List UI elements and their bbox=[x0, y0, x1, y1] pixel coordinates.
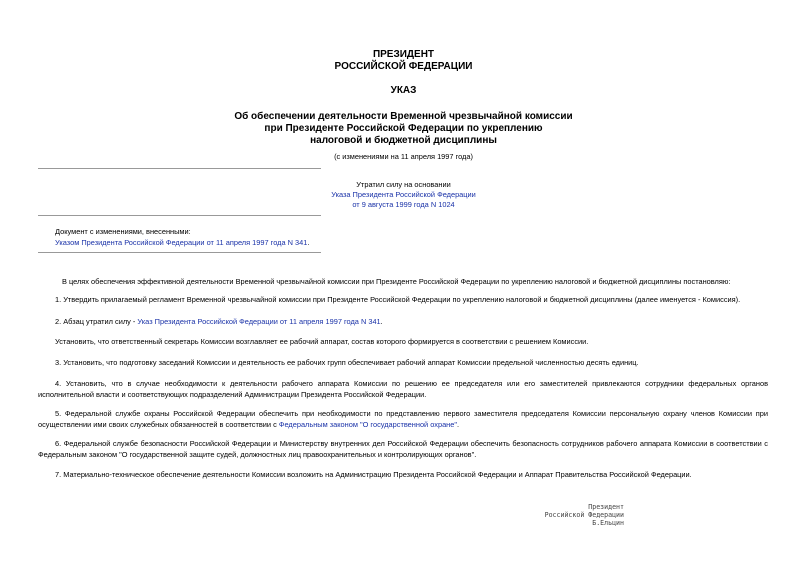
changes-line bbox=[55, 237, 309, 248]
paragraph-3: 3. Установить, что подготовку заседаний Комиссии и деятельность ее рабочих групп обеспечивает рабочий аппарат Комиссии предельной численностью десять единиц. bbox=[55, 358, 639, 367]
paragraph-4: 4. Установить, что в случае необходимости к деятельности рабочего аппарата Комиссии по решению ее председателя или его заместителей привлекаются сотрудники федеральных органов исполнительной власти и соответствующих подразделений Администрации Президента Российской Федерации. bbox=[38, 379, 768, 399]
paragraph-6: 6. Федеральной службе безопасности Российской Федерации и Министерству внутренних дел Российской Федерации обеспечить безопасность сотрудников рабочего аппарата Комиссии в соответствии с Федеральным законом "О государственной защите судей, должностных лиц правоохранительных и контролирующих органов". bbox=[38, 439, 768, 459]
paragraph-7: 7. Материально-техническое обеспечение деятельности Комиссии возложить на Администрацию Президента Российской Федерации и Аппарат Правительства Российской Федерации. bbox=[55, 470, 692, 479]
divider bbox=[38, 252, 321, 253]
signature-name: Б.Ельцин bbox=[592, 519, 624, 527]
paragraph-2-text: 2. Абзац утратил силу - bbox=[55, 317, 138, 326]
paragraph-1: 1. Утвердить прилагаемый регламент Временной чрезвычайной комиссии при Президенте Российской Федерации по укреплению налоговой и бюджетной дисциплины (далее именуется - Комиссия). bbox=[55, 295, 741, 304]
paragraph-5-end: . bbox=[457, 420, 460, 429]
changes-label: Документ с изменениями, внесенными: bbox=[55, 227, 191, 236]
document-type: УКАЗ bbox=[390, 85, 417, 96]
paragraph-5-text: 5. Федеральной службе охраны Российской Федерации обеспечить при необходимости по представлению первого заместителя председателя Комиссии персональную охрану членов Комиссии при осуществлении ими своих служебных обязанностей в соответствии с bbox=[38, 409, 768, 429]
signature-country: Российской Федерации bbox=[544, 511, 624, 519]
changes-link[interactable]: Указом Президента Российской Федерации от 11 апреля 1997 года N 341 bbox=[55, 238, 308, 247]
header-line1: ПРЕЗИДЕНТ bbox=[372, 49, 435, 60]
signature-title: Президент bbox=[588, 503, 624, 511]
header-line2: РОССИЙСКОЙ ФЕДЕРАЦИИ bbox=[334, 61, 473, 72]
paragraph-2-link[interactable]: Указ Президента Российской Федерации от 11 апреля 1997 года N 341 bbox=[137, 317, 381, 326]
repeal-link-decree[interactable]: Указа Президента Российской Федерации bbox=[331, 190, 476, 199]
title-line2: при Президенте Российской Федерации по укреплению bbox=[264, 123, 543, 134]
paragraph-5 bbox=[38, 408, 768, 430]
divider bbox=[38, 168, 321, 169]
paragraph-5-link[interactable]: Федеральным законом "О государственной охране" bbox=[278, 420, 457, 429]
paragraph-2 bbox=[55, 316, 383, 327]
repeal-text: Утратил силу на основании bbox=[356, 180, 451, 189]
title-line3: налоговой и бюджетной дисциплины bbox=[310, 135, 497, 146]
paragraph-intro: В целях обеспечения эффективной деятельности Временной чрезвычайной комиссии при Президенте Российской Федерации по укреплению налоговой и бюджетной дисциплины постановляю: bbox=[62, 277, 731, 286]
divider bbox=[38, 215, 321, 216]
paragraph-2-end: . bbox=[380, 317, 383, 326]
amendment-note: (с изменениями на 11 апреля 1997 года) bbox=[334, 152, 473, 161]
paragraph-2b: Установить, что ответственный секретарь Комиссии возглавляет ее рабочий аппарат, состав которого формируется в соответствии с решением Комиссии. bbox=[55, 337, 589, 346]
repeal-link-date[interactable]: от 9 августа 1999 года N 1024 bbox=[352, 200, 455, 209]
changes-end: . bbox=[307, 238, 310, 247]
title-line1: Об обеспечении деятельности Временной чрезвычайной комиссии bbox=[234, 111, 573, 122]
